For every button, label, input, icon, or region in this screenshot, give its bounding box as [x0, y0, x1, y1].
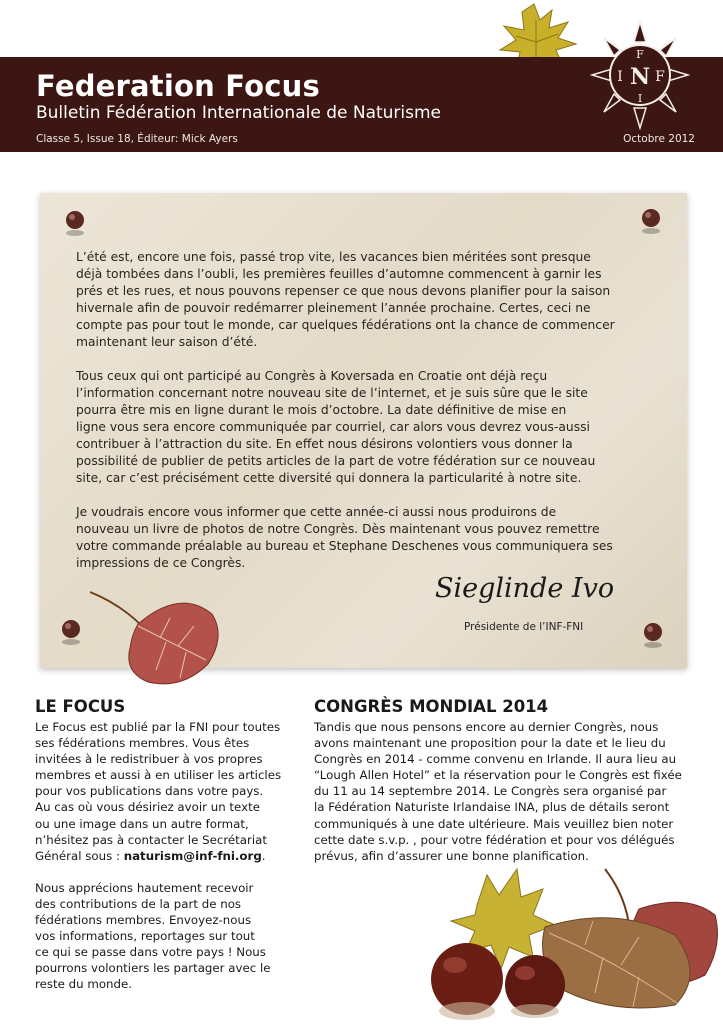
pushpin-icon [640, 207, 662, 235]
note-paragraph: Tous ceux qui ont participé au Congrès à Koversada en Croatie ont déjà reçu l’information concernant notre nouveau site de l’internet, et je suis sûre que le site pourra être mis en ligne durant le mois d’octobre. La date définitive de mise en ligne vous sera encore communiquée par courriel, car alors vous devrez vous-aussi contribuer à l’attraction du site. En effet nous désirons volontiers vous donner la possibilité de publier de petits articles de la part de votre fédération sur ce nouveau site, car c’est précisément cette diversité qui donnera la particularité à notre site. [76, 369, 596, 485]
logo-letter-center: N [629, 64, 651, 90]
pushpin-icon [64, 209, 86, 237]
note-paragraph: Je voudrais encore vous informer que cette année-ci aussi nous produirons de nouveau un livre de photos de notre Congrès. Dès maintenant vous pouvez remettre votre commande préalable au bureau et Stephane Deschenes vous communiquera ses impressions de ce Congrès. [76, 505, 613, 570]
logo-letter-bottom: I [637, 92, 643, 105]
section-heading: CONGRÈS MONDIAL 2014 [314, 697, 549, 716]
contact-email-link[interactable]: naturism@inf-fni.org [123, 848, 262, 863]
section-heading: LE FOCUS [35, 697, 126, 716]
chestnut-leaves-icon [425, 865, 723, 1024]
bulletin-subtitle: Bulletin Fédération Internationale de Naturisme [36, 103, 442, 123]
congress-section [314, 697, 696, 880]
pushpin-icon [60, 618, 82, 646]
section-paragraph: Le Focus est publié par la FNI pour toutes ses fédérations membres. Vous êtes invitées à le redistribuer à vos propres membres et aussi à en utiliser les articles pour vos publications dans votre pays. Au cas où vous désiriez avoir un texte ou une image dans un autre format, n’hésitez pas à contacter le Secrétariat Général sous : naturism@inf-fni.org. [35, 720, 282, 863]
logo-letter-top: F [636, 48, 644, 61]
logo-letter-left: I [617, 69, 623, 85]
signature-role: Présidente de l’INF-FNI [464, 621, 584, 633]
pushpin-icon [642, 621, 664, 649]
issue-info: Classe 5, Issue 18, Éditeur: Mick Ayers [36, 133, 238, 145]
note-paragraph: L’été est, encore une fois, passé trop vite, les vacances bien méritées sont presque déjà tombées dans l’oubli, les premières feuilles d’automne commencent à garnir les prés et les rues, et nous pouvons repenser ce que nous devons planifier pour la saison hivernale afin de pouvoir redémarrer pleinement l’année prochaine. Certes, ceci ne compte pas pour tout le monde, car quelques fédérations ont la chance de commencer maintenant leur saison d’été. [76, 250, 615, 349]
focus-section [35, 697, 303, 1009]
note-body [76, 249, 661, 589]
signature: Sieglinde Ivo [435, 573, 615, 604]
sun-logo-icon [590, 20, 690, 130]
logo-letter-right: F [655, 69, 665, 85]
issue-date: Octobre 2012 [623, 133, 695, 145]
autumn-leaf-icon [90, 590, 230, 690]
bulletin-title: Federation Focus [36, 69, 320, 103]
section-paragraph: Tandis que nous pensons encore au dernier Congrès, nous avons maintenant une proposition pour la date et le lieu du Congrès en 2014 - comme convenu en Irlande. Il aura lieu au “Lough Allen Hotel” et la réservation pour le Congrès est fixée du 11 au 14 septembre 2014. Le Congrès sera organisé par la Fédération Naturiste Irlandaise INA, plus de détails seront communiqués à une date ultérieure. Mais veuillez bien noter cette date s.v.p. , pour votre fédération et pour vos délégués prévus, afin d’assurer une bonne planification. [314, 720, 682, 863]
section-paragraph: Nous apprécions hautement recevoir des contributions de la part de nos fédérations membres. Envoyez-nous vos informations, reportages sur tout ce qui se passe dans votre pays ! Nous pourrons volontiers les partager avec le reste du monde. [35, 880, 271, 992]
